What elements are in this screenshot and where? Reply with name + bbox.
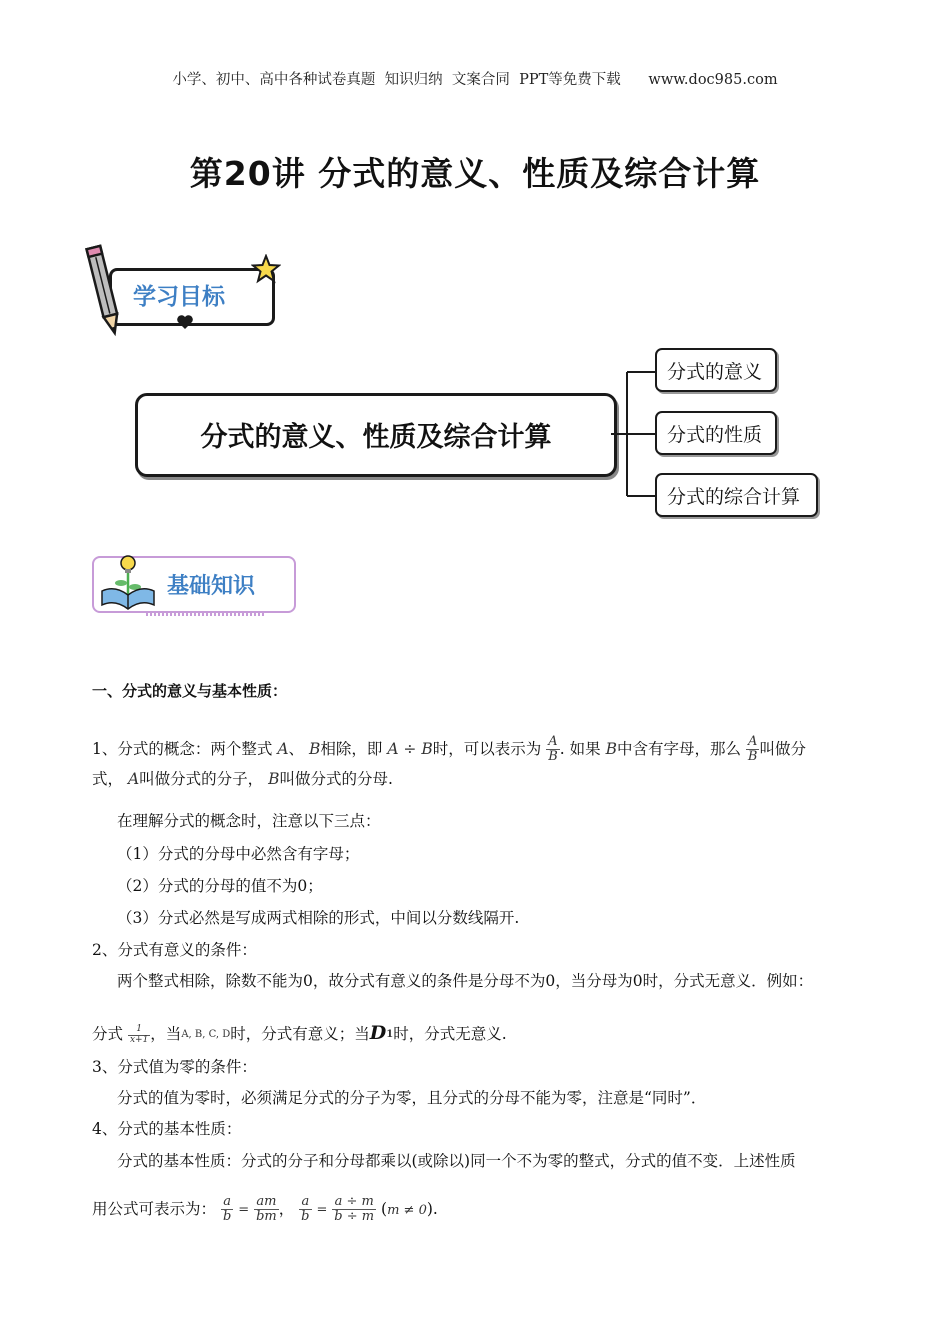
formula-fraction: $\frac{a \div m}{b \div m}$ [334, 1194, 375, 1225]
mindmap-root [135, 393, 617, 477]
mindmap-node-calculation: 分式的综合计算 [655, 473, 818, 517]
fraction-a-over-b: $\frac{A}{B}$ [548, 734, 558, 765]
badge-underline [146, 612, 266, 616]
section-heading: 一、分式的意义与基本性质： [92, 682, 288, 700]
paragraph-2-line-2: 分式 $\frac{1}{x+1}$ ，当A, B, C, D时，分式有意义；当D1时，分式无意义. [92, 1022, 507, 1045]
mindmap-connectors [611, 360, 661, 500]
paragraph-1-line-1: 1、分式的概念：两个整式 A、 B相除，即 A ÷ B时，可以表示为 $\frac{A}{B}$ . 如果 B中含有字母，那么 $\frac{A}{B}$ 叫做分 [92, 734, 806, 765]
paragraph-2-body: 两个整式相除，除数不能为0，故分式有意义的条件是分母不为0，当分母为0时，分式无意义．例如： [117, 972, 814, 990]
note-item-1: （1）分式的分母中必然含有字母； [117, 845, 360, 863]
note-intro: 在理解分式的概念时，注意以下三点： [117, 812, 381, 830]
paragraph-4-formula: 用公式可表示为： $\frac{a}{b}$ = $\frac{am}{bm}$ ， $\frac{a}{b}$ = $\frac{a \div m}{b \div m}$ (m ≠ 0). [92, 1194, 438, 1225]
mindmap-node-properties: 分式的性质 [655, 411, 777, 455]
paragraph-4-body: 分式的基本性质：分式的分子和分母都乘以(或除以)同一个不为零的整式，分式的值不变．上述性质 [117, 1152, 796, 1170]
badge-label: 学习目标 [133, 284, 225, 310]
mindmap-node-meaning: 分式的意义 [655, 348, 777, 392]
formula-fraction: $\frac{a}{b}$ [222, 1194, 232, 1225]
subheading-4: 4、分式的基本性质： [92, 1120, 242, 1138]
paragraph-3-body: 分式的值为零时，必须满足分式的分子为零，且分式的分母不能为零，注意是“同时”． [117, 1089, 707, 1107]
note-item-3: （3）分式必然是写成两式相除的形式，中间以分数线隔开. [117, 909, 520, 927]
star-icon [251, 254, 281, 284]
header-left: 小学、初中、高中各种试卷真题 知识归纳 文案合同 PPT等免费下载 [172, 72, 621, 88]
formula-fraction: $\frac{am}{bm}$ [256, 1194, 277, 1225]
subheading-3: 3、分式值为零的条件： [92, 1058, 257, 1076]
heart-icon [176, 314, 194, 330]
book-lightbulb-icon [96, 553, 156, 613]
formula-fraction: $\frac{a}{b}$ [301, 1194, 310, 1225]
fraction-a-over-b: $\frac{A}{B}$ [747, 734, 758, 765]
basic-knowledge-badge [88, 553, 298, 623]
learning-objectives-badge [85, 240, 285, 340]
pencil-icon [85, 240, 125, 340]
header-url: www.doc985.com [648, 72, 778, 88]
paragraph-1-line-2: 式， A叫做分式的分子， B叫做分式的分母. [92, 770, 393, 788]
badge-label: 基础知识 [167, 574, 256, 599]
fraction-example: $\frac{1}{x+1}$ [129, 1023, 149, 1045]
note-item-2: （2）分式的分母的值不为0； [117, 877, 323, 895]
mindmap-root-label: 分式的意义、性质及综合计算 [200, 422, 552, 453]
subheading-2: 2、分式有意义的条件： [92, 941, 257, 959]
document-title: 第20讲 分式的意义、性质及综合计算 [189, 154, 761, 193]
page-header [0, 68, 950, 89]
